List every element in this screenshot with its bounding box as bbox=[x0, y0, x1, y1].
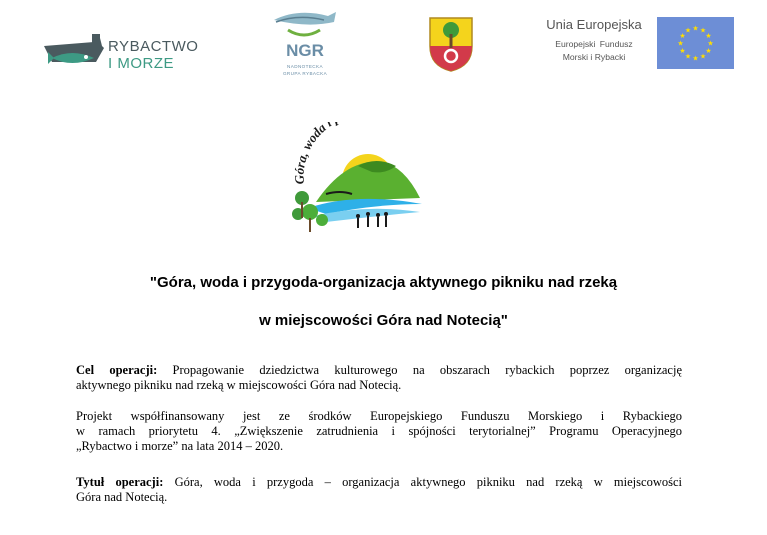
ngr-sub2: GRUPA RYBACKA bbox=[282, 71, 328, 76]
eu-title: Unia Europejska bbox=[546, 17, 642, 32]
coat-of-arms-icon bbox=[428, 16, 474, 72]
eu-star-icon: ★ bbox=[692, 54, 699, 63]
cel-operacji-paragraph bbox=[76, 363, 682, 393]
eu-star-icon: ★ bbox=[705, 32, 712, 40]
tytul-label: Tytuł operacji: bbox=[76, 475, 164, 489]
ngr-sub1: NADNOTECKA bbox=[287, 64, 323, 69]
tytul-text2: Góra nad Notecią. bbox=[76, 490, 168, 504]
projekt-line1: Projekt współfinansowany jest ze środków Europejskiego Funduszu Morskiego i Rybackiego bbox=[76, 409, 682, 423]
projekt-line2: w ramach priorytetu 4. „Zwiększenie zatrudnienia i spójności terytorialnej” Programu Operacyjnego bbox=[76, 424, 682, 438]
eu-star-icon: ★ bbox=[699, 26, 707, 35]
eu-stars-icon bbox=[657, 17, 734, 69]
tytul-line1 bbox=[76, 475, 682, 490]
eu-star-icon: ★ bbox=[699, 52, 707, 61]
eu-fund-line1: Europejski Fundusz bbox=[555, 39, 633, 49]
boat-fish-icon bbox=[42, 32, 106, 74]
eu-flag bbox=[657, 17, 734, 69]
cel-text2: aktywnego pikniku nad rzeką w miejscowości Góra nad Notecią. bbox=[76, 378, 402, 392]
cel-text1: Propagowanie dziedzictwa kulturowego na obszarach rybackich poprzez organizację bbox=[157, 363, 682, 377]
eu-star-icon: ★ bbox=[707, 39, 714, 48]
gora-woda-arc-text: Góra, woda i bbox=[291, 122, 335, 185]
rybactwo-i-morze-logo bbox=[42, 32, 212, 74]
coat-of-arms-logo bbox=[428, 16, 474, 72]
eu-star-icon: ★ bbox=[677, 39, 684, 48]
eu-star-icon: ★ bbox=[684, 52, 692, 61]
gora-woda-przygoda-logo bbox=[286, 122, 430, 236]
eu-star-icon: ★ bbox=[684, 26, 692, 35]
ngr-mark-text: NGR bbox=[286, 41, 324, 60]
tytul-text1: Góra, woda i przygoda – organizacja aktywnego pikniku nad rzeką w miejscowości bbox=[163, 475, 682, 489]
ngr-fish-icon bbox=[268, 8, 342, 60]
mountain-river-icon bbox=[286, 122, 430, 236]
rybactwo-line1: RYBACTWO bbox=[108, 38, 199, 55]
page-title-line2: w miejscowości Góra nad Notecią" bbox=[259, 312, 508, 329]
cel-line1 bbox=[76, 363, 682, 378]
projekt-paragraph bbox=[76, 409, 682, 454]
page-title-line1: "Góra, woda i przygoda-organizacja aktywnego pikniku nad rzeką bbox=[149, 274, 618, 291]
eu-star-icon: ★ bbox=[679, 32, 686, 40]
rybactwo-line2: I MORZE bbox=[108, 55, 174, 72]
eu-star-icon: ★ bbox=[705, 47, 712, 55]
tytul-operacji-paragraph bbox=[76, 475, 682, 505]
projekt-line3: „Rybactwo i morze” na lata 2014 – 2020. bbox=[76, 439, 284, 453]
eu-star-icon: ★ bbox=[692, 24, 699, 33]
cel-label: Cel operacji: bbox=[76, 363, 158, 377]
eu-logo bbox=[535, 17, 735, 73]
eu-star-icon: ★ bbox=[679, 47, 686, 55]
rybactwo-logo-text bbox=[108, 38, 198, 72]
eu-fund-line2: Morski i Rybacki bbox=[562, 52, 626, 62]
ngr-logo bbox=[268, 8, 342, 80]
